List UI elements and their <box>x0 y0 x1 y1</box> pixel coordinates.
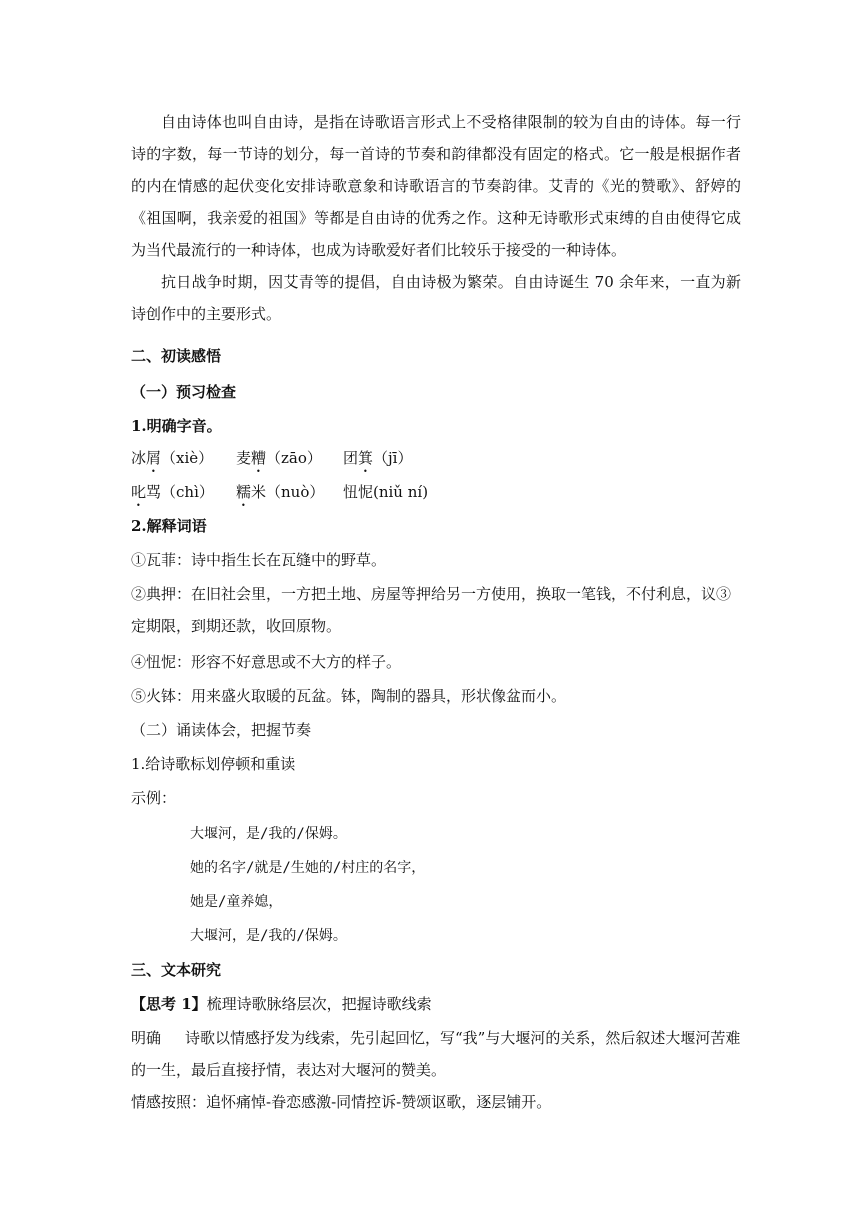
section-3-heading: 三、文本研究 <box>131 961 222 979</box>
poem-line: 她是/童养媳， <box>190 894 283 910</box>
emotion-summary: 情感按照：追怀痛悼-眷恋感激-同情控诉-赞颂讴歌，逐层铺开。 <box>131 1093 552 1111</box>
subsection-recite: （二）诵读体会，把握节奏 <box>131 721 312 739</box>
think-text: 梳理诗歌脉络层次，把握诗歌线索 <box>206 995 432 1013</box>
section-2-heading: 二、初读感悟 <box>131 347 222 365</box>
pinyin-entry: 冰屑（xiè） <box>131 449 214 467</box>
poem-line: 大堰河，是/我的/保姆。 <box>190 826 347 842</box>
answer-paragraph <box>131 1022 741 1086</box>
term-entry: ⑤火钵：用来盛火取暖的瓦盆。钵，陶制的器具，形状像盆而小。 <box>131 687 567 705</box>
pinyin-entry: 糯米（nuò） <box>236 483 325 501</box>
poem-line: 她的名字/就是/生她的/村庄的名字， <box>190 860 426 876</box>
item-mark-pauses: 1.给诗歌标划停顿和重读 <box>131 755 296 773</box>
pinyin-entry: 忸怩(niǔ ní) <box>343 483 429 501</box>
subsection-preview-check: （一）预习检查 <box>131 383 237 401</box>
term-entry: ②典押：在旧社会里，一方把土地、房屋等押给另一方使用，换取一笔钱，不付利息，议③定期限，到期还款，收回原物。 <box>131 585 732 635</box>
poem-line: 大堰河，是/我的/保姆。 <box>190 928 347 944</box>
example-label: 示例： <box>131 789 177 807</box>
intro-paragraph-2: 抗日战争时期，因艾青等的提倡，自由诗极为繁荣。自由诗诞生 70 余年来，一直为新诗创作中的主要形式。 <box>131 273 741 323</box>
answer-text: 诗歌以情感抒发为线索，先引起回忆，写“我”与大堰河的关系，然后叙述大堰河苦难的一生，最后直接抒情，表达对大堰河的赞美。 <box>131 1029 741 1079</box>
item-pronunciation: 1.明确字音。 <box>131 417 222 435</box>
pinyin-entry: 团箕（jī） <box>343 449 413 467</box>
term-entry: ④忸怩：形容不好意思或不大方的样子。 <box>131 653 402 671</box>
item-explain-words: 2.解释词语 <box>131 517 207 535</box>
intro-paragraph-1: 自由诗体也叫自由诗，是指在诗歌语言形式上不受格律限制的较为自由的诗体。每一行诗的字数，每一节诗的划分，每一首诗的节奏和韵律都没有固定的格式。它一般是根据作者的内在情感的起伏变化安排诗歌意象和诗歌语言的节奏韵律。艾青的《光的赞歌》、舒婷的《祖国啊，我亲爱的祖国》等都是自由诗的优秀之作。这种无诗歌形式束缚的自由使得它成为当代最流行的一种诗体，也成为诗歌爱好者们比较乐于接受的一种诗体。 <box>131 113 741 259</box>
pinyin-entry: 麦糟（zāo） <box>236 449 322 467</box>
think-tag: 【思考 1】 <box>131 995 207 1013</box>
answer-label: 明确 <box>131 1029 162 1047</box>
term-entry: ①瓦菲：诗中指生长在瓦缝中的野草。 <box>131 551 387 569</box>
pinyin-entry: 叱骂（chì） <box>131 483 214 501</box>
think-question-1 <box>131 992 432 1016</box>
